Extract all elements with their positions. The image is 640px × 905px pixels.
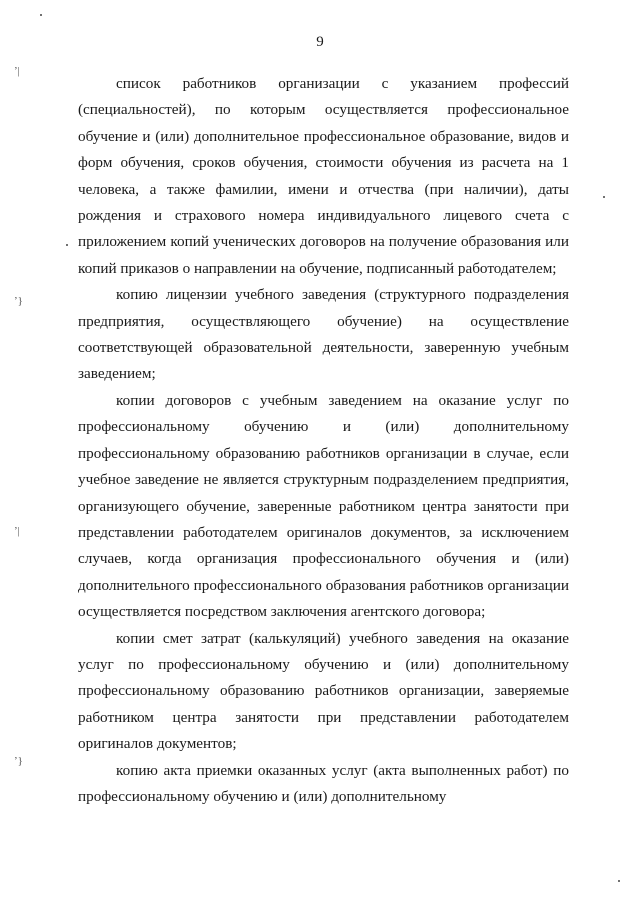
page-number: 9 xyxy=(316,34,324,50)
scan-speck xyxy=(40,14,42,16)
paragraph-cost-estimates: копии смет затрат (калькуляций) учебного заведения на оказание услуг по профессиональному обучению и (или) дополнительному профессиональному образованию работников организации, заверяемые работником центра занятости при представлении работодателем оригиналов документов; xyxy=(78,629,569,753)
margin-scan-mark: ’} xyxy=(14,755,23,767)
paragraph-license-copy: копию лицензии учебного заведения (структурного подразделения предприятия, осуществляющего обучение) на осуществление соответствующей образовательной деятельности, заверенную учебным заведением; xyxy=(78,286,569,383)
margin-scan-mark: ’} xyxy=(14,295,23,307)
scan-speck xyxy=(66,244,68,246)
paragraph-employee-list: список работников организации с указанием профессий (специальностей), по которым осуществляется профессиональное обучение и (или) дополнительное профессиональное образование, видов и форм обучения, сроков обучения, стоимости обучения из расчета на 1 человека, а также фамилии, имени и отчества (при наличии), даты рождения и страхового номера индивидуального лицевого счета с приложением копий ученических договоров на получение образования или копий приказов о направлении на обучение, подписанный работодателем; xyxy=(78,75,569,277)
margin-scan-mark: ’| xyxy=(14,525,20,537)
margin-scan-mark: ’| xyxy=(14,65,20,77)
paragraph-acceptance-act: копию акта приемки оказанных услуг (акта выполненных работ) по профессиональному обучению и (или) дополнительному xyxy=(78,761,569,805)
document-body xyxy=(78,71,569,810)
paragraph-contract-copies: копии договоров с учебным заведением на оказание услуг по профессиональному обучению и (или) дополнительному профессиональному образованию работников организации в случае, если учебное заведение не является структурным подразделением предприятия, организующего обучение, заверенные работником центра занятости при представлении работодателем оригиналов документов, за исключением случаев, когда организация профессионального обучения и (или) дополнительного профессионального образования работников организации осуществляется посредством заключения агентского договора; xyxy=(78,391,569,621)
scan-speck xyxy=(603,196,605,198)
scan-speck xyxy=(618,880,620,882)
